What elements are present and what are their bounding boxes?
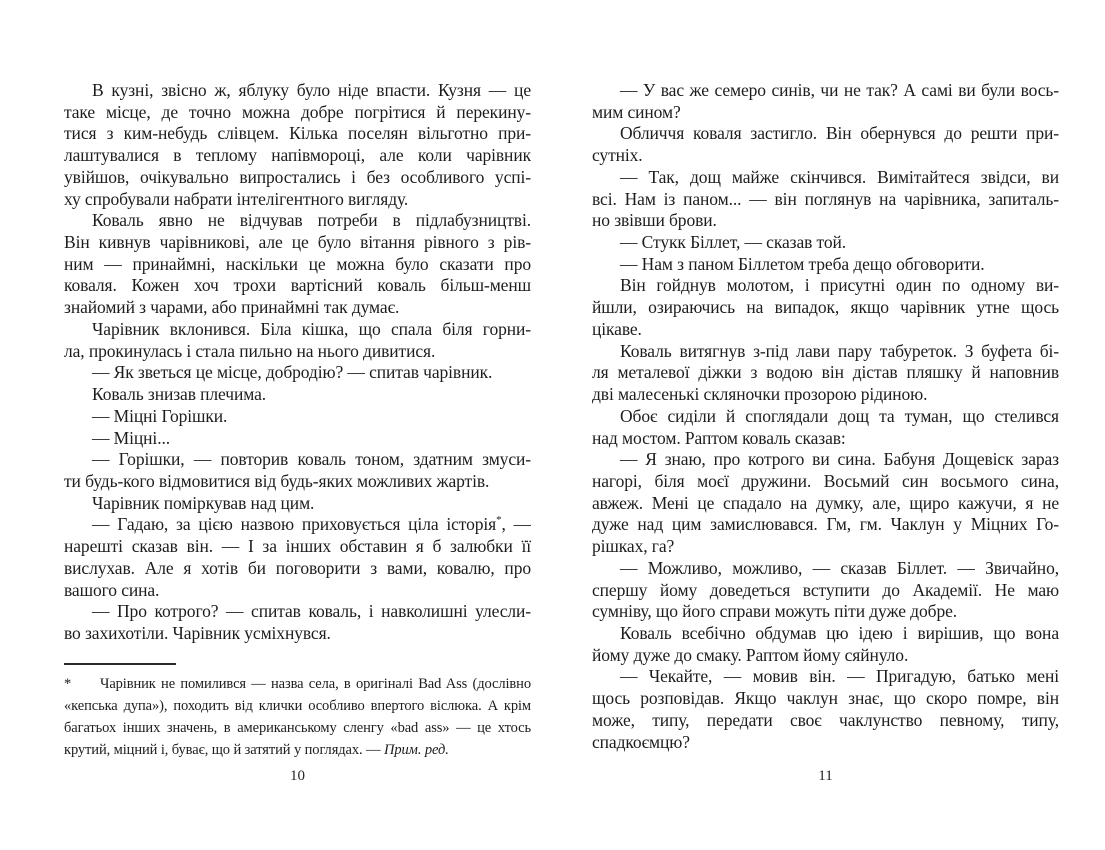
text-line: йшли, озираючись на випадок, якщо чарівник утне щось: [592, 297, 1059, 318]
text-line: щось розповідав. Якщо чаклун знає, що скоро помре, він: [592, 688, 1059, 709]
text-line: во захихотіли. Чарівник усміхнувся.: [64, 622, 331, 643]
text-line: — Так, дощ майже скінчився. Вимітайтеся звідси, ви: [620, 166, 1059, 187]
footnote-marker: *: [64, 676, 72, 692]
text-line: ху спробували набрати інтелігентного вигляду.: [64, 188, 409, 209]
text-line: сутніх.: [592, 145, 643, 166]
footnote-line: * Чарівник не помилився — назва села, в оригіналі Bad Ass (дослівно: [64, 673, 531, 695]
text-line: сумніву, що його справи можуть піти дуже добре.: [592, 601, 958, 622]
text-line: спершу йому доведеться вступити до Академії. Не маю: [592, 579, 1059, 600]
left-page: [64, 80, 531, 800]
paragraph: [64, 428, 531, 450]
text-line: таке місце, де точно можна добре погрітися й перекину-: [64, 101, 531, 122]
paragraph: [64, 362, 531, 384]
text-line: Коваль витягнув з-під лави пару табуреток. З буфета бі-: [620, 340, 1059, 361]
text-line: — Про котрого? — спитав коваль, і навколишні улесли-: [92, 601, 531, 622]
text-line: — Міцні Горішки.: [92, 405, 228, 426]
paragraph: [592, 80, 1059, 123]
text-line: — У вас же семеро синів, чи не так? А самі ви були вось-: [620, 80, 1059, 100]
text-line: — Нам з паном Біллетом треба дещо обговорити.: [620, 253, 985, 274]
footnote-editor-note: Прим. ред.: [384, 742, 449, 758]
text-line: ним — принаймні, наскільки це можна було сказати про: [64, 253, 531, 274]
footnote: [64, 663, 531, 761]
text-line: всі. Нам із паном... — він поглянув на чарівника, запиталь-: [592, 188, 1059, 209]
paragraph: [592, 666, 1059, 753]
text-line: цікаве.: [592, 318, 642, 339]
text-line: ти будь-кого відмовитися від будь-яких можливих жартів.: [64, 470, 490, 491]
text-line: Обоє сиділи й споглядали дощ та туман, що стелився: [620, 405, 1059, 426]
text-line: — Міцні...: [92, 427, 171, 448]
paragraph: [592, 406, 1059, 449]
text-line: ля металевої діжки з водою він дістав пляшку й наповнив: [592, 362, 1059, 383]
paragraph: [592, 275, 1059, 340]
paragraph: [64, 514, 531, 601]
paragraph: [64, 493, 531, 515]
left-page-text: [64, 80, 531, 645]
text-line: рішках, га?: [592, 536, 675, 557]
text-line: дві малесенькі скляночки прозорою рідиною.: [592, 384, 928, 405]
text-line: Він гойднув молотом, і присутні один по одному ви-: [620, 275, 1059, 296]
paragraph: [592, 341, 1059, 406]
text-line: — Чекайте, — мовив він. — Пригадую, батько мені: [620, 666, 1059, 687]
text-line: вашого сина.: [64, 579, 160, 600]
paragraph: [592, 123, 1059, 166]
text-line: — Гадаю, за цією назвою приховується ціла історія*, —: [92, 514, 531, 535]
text-line: дуже над цим замислювався. Гм, гм. Чаклун у Міцних Го-: [592, 514, 1059, 535]
text-line: може, типу, передати своє чаклунство певному, типу,: [592, 709, 1059, 730]
paragraph: [592, 232, 1059, 254]
paragraph: [64, 210, 531, 319]
text-line: — Як зветься це місце, добродію? — спитав чарівник.: [92, 362, 493, 383]
text-line: — Горішки, — повторив коваль тоном, здатним змуси-: [92, 449, 531, 470]
text-line: тися з ким-небудь слівцем. Кілька поселян вільготно при-: [64, 123, 531, 144]
paragraph: [592, 449, 1059, 558]
right-page: [592, 80, 1059, 800]
footnote-separator: [64, 663, 176, 665]
text-line: увійшов, очікувально випростались і без особливого успі-: [64, 166, 531, 187]
text-line: вислухав. Але я хотів би поговорити з вами, ковалю, про: [64, 557, 531, 578]
footnote-line: крутий, міцний і, буває, що й затятий у поглядах. — Прим. ред.: [64, 742, 449, 758]
paragraph: [592, 558, 1059, 623]
text-line: — Можливо, можливо, — сказав Біллет. — Звичайно,: [620, 557, 1059, 578]
paragraph: [592, 167, 1059, 232]
text-line: Обличчя коваля застигло. Він обернувся до решти при-: [620, 123, 1059, 144]
text-line: Чарівник поміркував над цим.: [92, 492, 315, 513]
footnote-line: «кепська дупа»), походить від клички особливо впертого віслюка. А крім: [64, 698, 531, 714]
text-line: спадкоємцю?: [592, 731, 690, 752]
text-line: йому дуже до смаку. Раптом йому сяйнуло.: [592, 644, 909, 665]
text-line: Коваль явно не відчував потреби в підлабузництві.: [92, 210, 531, 231]
text-line: мим сином?: [592, 101, 681, 122]
text-line: — Я знаю, про котрого ви сина. Бабуня Дощевіск зараз: [620, 449, 1059, 470]
footnote-line: багатьох інших значень, в американському сленгу «bad ass» — це хтось: [64, 720, 531, 736]
paragraph: [64, 384, 531, 406]
text-line: Коваль всебічно обдумав цю ідею і вирішив, що вона: [620, 622, 1059, 643]
text-line: нагорі, біля моєї дружини. Восьмий син восьмого сина,: [592, 470, 1059, 491]
text-line: лаштувалися в теплому напівмороці, але коли чарівник: [64, 145, 531, 166]
text-line: нарешті сказав він. — І за інших обставин я б залюбки її: [64, 536, 531, 557]
page-number-right: 11: [818, 768, 833, 784]
footnote-reference: *: [496, 514, 502, 527]
text-line: ла, прокинулась і стала пильно на нього дивитися.: [64, 340, 436, 361]
paragraph: [64, 406, 531, 428]
right-page-text: [592, 80, 1059, 753]
text-line: В кузні, звісно ж, яблуку було ніде впасти. Кузня — це: [92, 80, 531, 100]
text-line: но звівши брови.: [592, 210, 717, 231]
paragraph: [64, 319, 531, 362]
paragraph: [592, 623, 1059, 666]
paragraph: [64, 80, 531, 210]
text-line: — Стукк Біллет, — сказав той.: [620, 232, 847, 253]
page-number-left: 10: [290, 768, 305, 784]
text-line: Чарівник вклонився. Біла кішка, що спала біля горни-: [92, 318, 531, 339]
text-line: знайомий з чарами, або принаймні так думає.: [64, 297, 400, 318]
text-line: Коваль знизав плечима.: [92, 384, 267, 405]
text-line: над мостом. Раптом коваль сказав:: [592, 427, 846, 448]
paragraph: [64, 449, 531, 492]
paragraph: [592, 254, 1059, 276]
footnote-text: [64, 673, 531, 761]
paragraph: [64, 601, 531, 644]
text-line: авжеж. Мені це спадало на думку, але, щиро кажучи, я не: [592, 492, 1059, 513]
text-line: коваля. Кожен хоч трохи вартісний коваль більш-менш: [64, 275, 531, 296]
text-line: Він кивнув чарівникові, але це було вітання рівного з рів-: [64, 232, 531, 253]
